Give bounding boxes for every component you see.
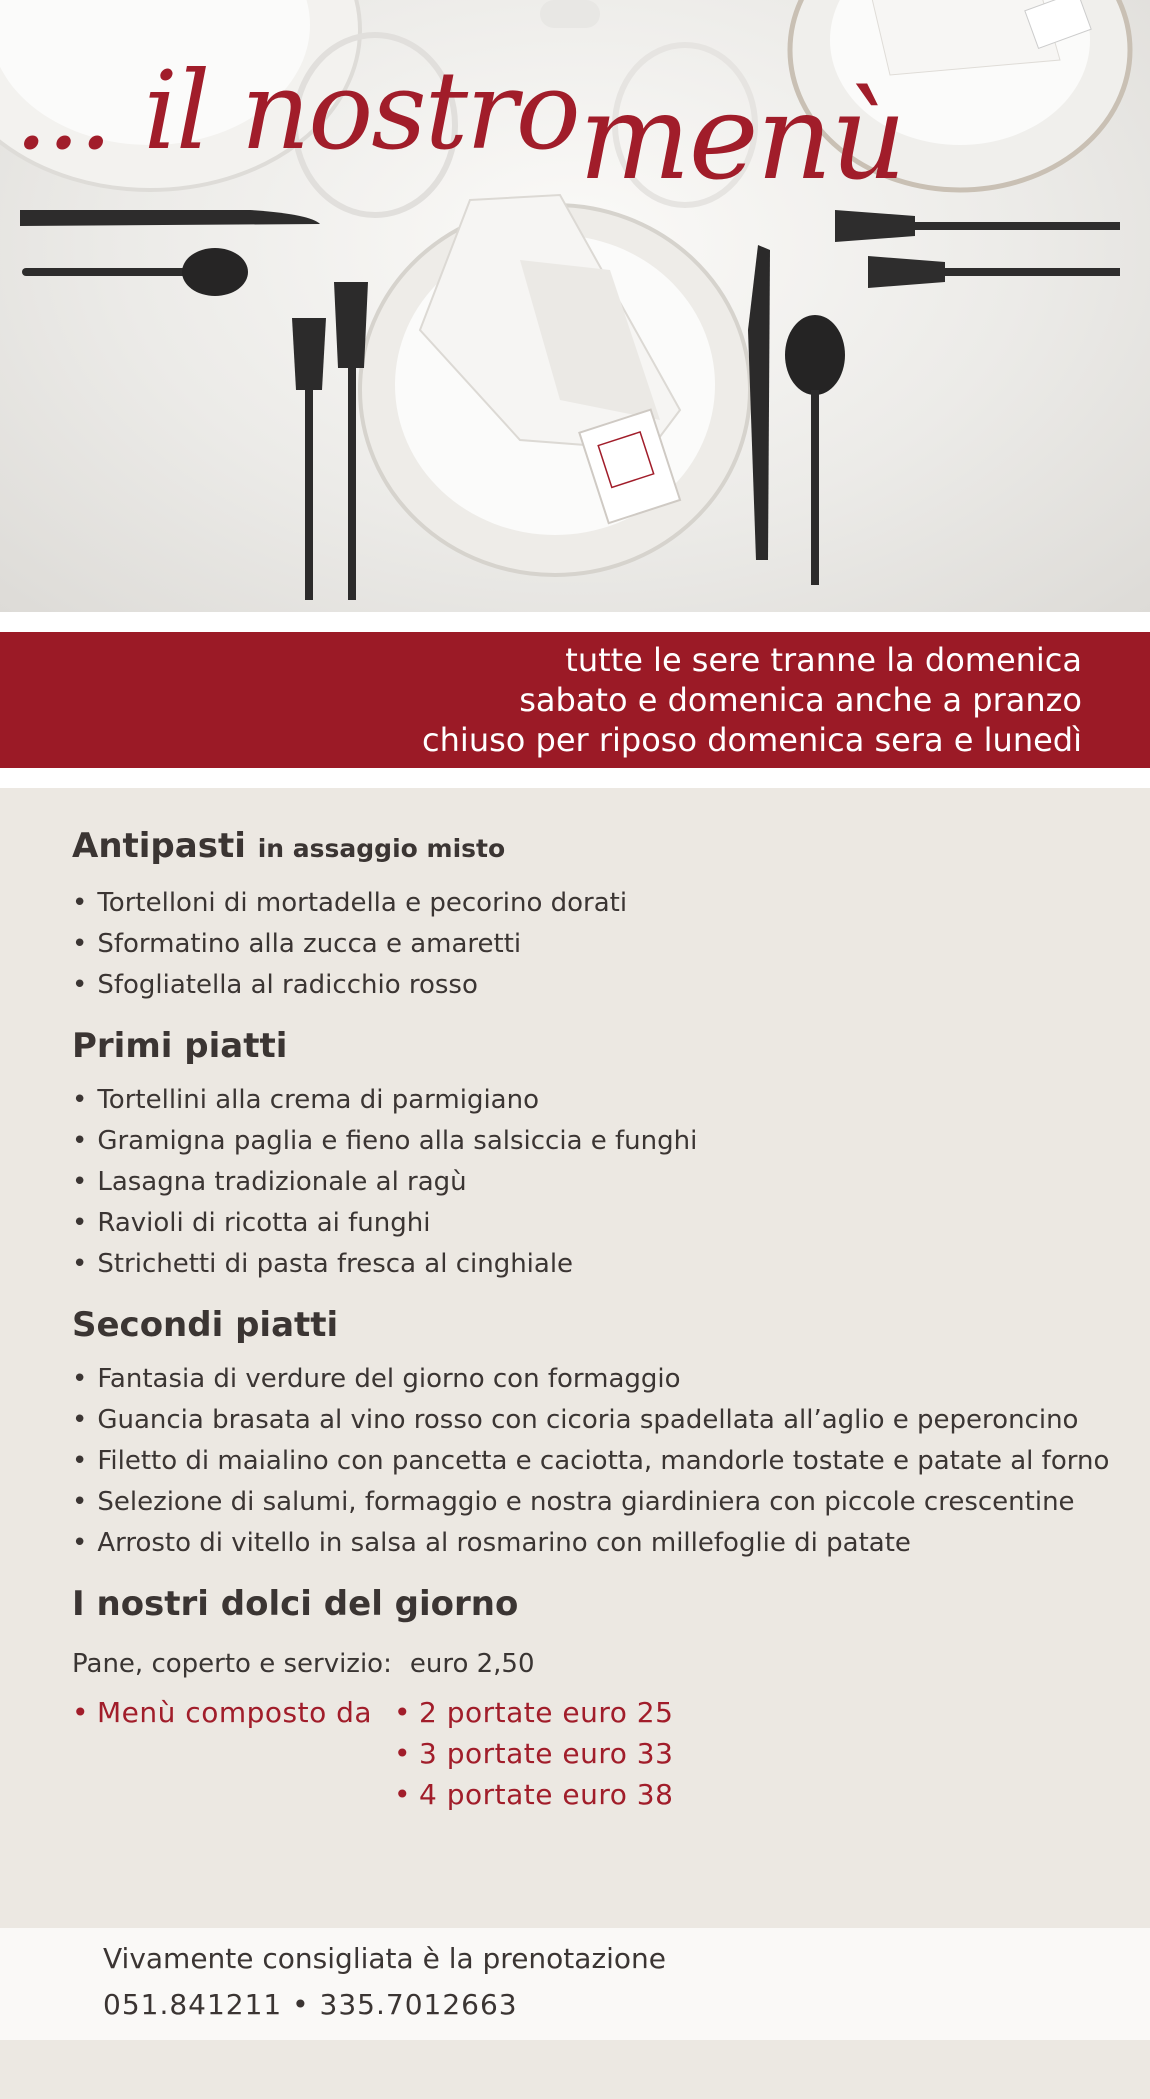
list-item: • Tortelloni di mortadella e pecorino dorati (72, 883, 1092, 924)
title-part-2: menù (578, 68, 905, 206)
spoon-right-handle (811, 390, 819, 585)
combo-option: • 4 portate euro 38 (394, 1778, 674, 1811)
combo-option: • 2 portate euro 25 (394, 1696, 674, 1729)
spoon-left-handle (22, 268, 202, 276)
divider-top (0, 612, 1150, 632)
list-item: • Ravioli di ricotta ai funghi (72, 1203, 1092, 1244)
footer-contact (0, 1928, 1150, 2040)
schedule-banner (0, 632, 1150, 768)
secondi-list (72, 1359, 1110, 1564)
list-item: • Filetto di maialino con pancetta e caciotta, mandorle tostate e patate al forno (72, 1441, 1092, 1482)
reservation-note: Vivamente consigliata è la prenotazione (103, 1942, 667, 1975)
section-primi (72, 1022, 1092, 1285)
list-item: • Arrosto di vitello in salsa al rosmarino con millefoglie di patate (72, 1523, 1092, 1564)
combo-option: • 3 portate euro 33 (394, 1737, 674, 1770)
dolci-title: I nostri dolci del giorno (72, 1584, 519, 1624)
hero-image (0, 0, 1150, 612)
fork-left-1 (292, 318, 326, 600)
section-secondi (72, 1301, 1110, 1564)
antipasti-list (72, 883, 1092, 1006)
secondi-title: Secondi piatti (72, 1305, 339, 1345)
menu-combo-prices (72, 1692, 1092, 1820)
cover-value: euro 2,50 (409, 1649, 535, 1679)
schedule-line-3: chiuso per riposo domenica sera e lunedì (422, 721, 1082, 759)
list-item: • Gramigna paglia e fieno alla salsiccia e funghi (72, 1121, 1092, 1162)
list-item: • Lasagna tradizionale al ragù (72, 1162, 1092, 1203)
combo-options (394, 1692, 673, 1815)
bottle (540, 0, 600, 28)
spoon-left-bowl (182, 248, 248, 296)
knife-right (748, 245, 770, 560)
list-item: • Sformatino alla zucca e amaretti (72, 924, 1092, 965)
knife-left (20, 210, 320, 226)
list-item: • Fantasia di verdure del giorno con formaggio (72, 1359, 1092, 1400)
cover-label: Pane, coperto e servizio: (72, 1649, 392, 1679)
list-item: • Strichetti di pasta fresca al cinghiale (72, 1244, 1092, 1285)
section-title (72, 822, 1092, 873)
phone-numbers[interactable]: 051.841211 • 335.7012663 (103, 1988, 518, 2021)
antipasti-subtitle: in assaggio misto (257, 834, 506, 863)
section-dolci (72, 1580, 1092, 1628)
divider-bottom (0, 768, 1150, 788)
combo-label: • Menù composto da (72, 1696, 373, 1729)
title-part-1: ... il nostro (14, 49, 579, 174)
fork-left-2 (334, 282, 368, 600)
fork-right-2 (868, 256, 1120, 288)
primi-title: Primi piatti (72, 1026, 288, 1066)
fork-right-1 (835, 210, 1120, 242)
list-item: • Guancia brasata al vino rosso con cicoria spadellata all’aglio e peperoncino (72, 1400, 1092, 1441)
spoon-right-bowl (785, 315, 845, 395)
antipasti-title: Antipasti (72, 826, 246, 866)
list-item: • Tortellini alla crema di parmigiano (72, 1080, 1092, 1121)
schedule-line-2: sabato e domenica anche a pranzo (519, 681, 1082, 719)
list-item: • Selezione di salumi, formaggio e nostra giardiniera con piccole crescentine (72, 1482, 1092, 1523)
primi-list (72, 1080, 1092, 1285)
schedule-line-1: tutte le sere tranne la domenica (565, 641, 1082, 679)
menu-title (14, 48, 905, 206)
cover-charge (72, 1644, 1092, 1684)
section-antipasti (72, 822, 1092, 1006)
menu-body (72, 822, 1110, 1820)
list-item: • Sfogliatella al radicchio rosso (72, 965, 1092, 1006)
